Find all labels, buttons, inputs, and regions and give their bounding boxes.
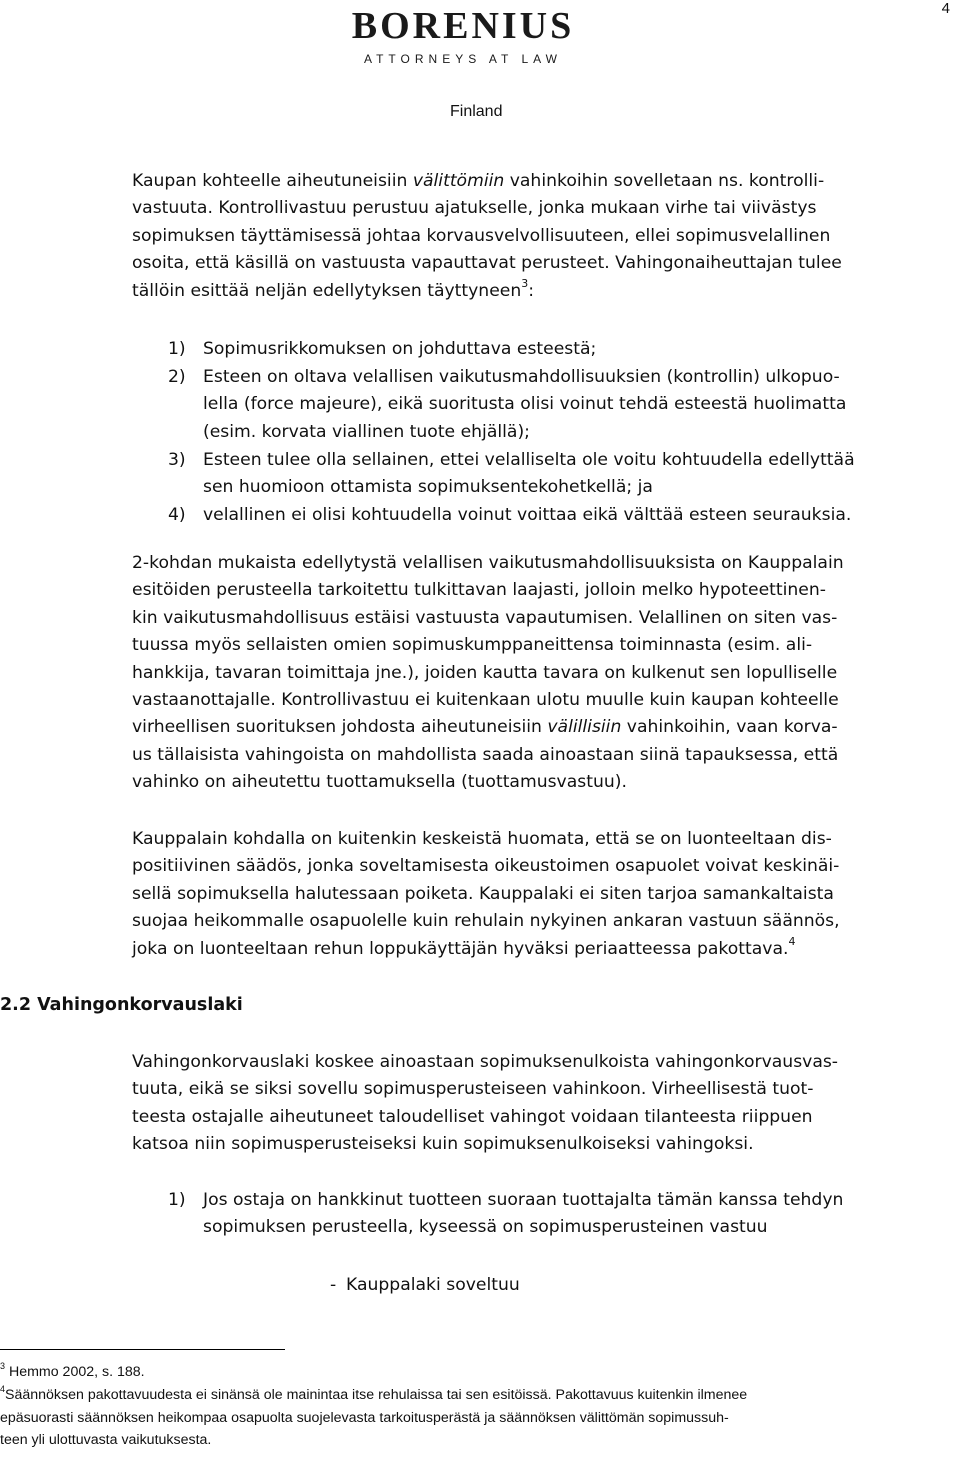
paragraph-2: 2-kohdan mukaista edellytystä velallisen vaikutusmahdollisuuksista on Kauppalain esitöiden perusteella tarkoitettu tulkittavan laajasti, jolloin melko hypoteettinen- kin vaikutusmahdollisuus estäisi vastuusta vapautumisen. Velallinen on siten vas- tuussa myös sellaisten omien sopimuskumppaneittensa toiminnasta (esim. ali- hankkija, tavaran toimittaja jne.), joiden kautta tavara on kulkenut sen lopulliselle vastaanottajalle. Kontrollivastuu ei kuitenkaan ulotu muulle kuin kaupan kohteelle virheellisen suorituksen johdosta aiheutuneisiin välillisiin vahinkoihin, vaan korva- us tällaisista vahingoista on mahdollista saada ainoastaan siinä tapauksessa, että vahinko on aiheutettu tuottamuksella (tuottamusvastuu). xyxy=(132,553,844,793)
country-label: Finland xyxy=(450,103,503,120)
list-item: 1) Jos ostaja on hankkinut tuotteen suoraan tuottajalta tämän kanssa tehdyn sopimuksen perusteella, kyseessä on sopimusperusteinen vastuu xyxy=(168,1190,844,1238)
logo-subtitle: ATTORNEYS AT LAW xyxy=(363,52,563,66)
footnote-4: $^4$Säännöksen pakottavuudesta ei sinänsä ole mainintaa itse rehulaissa tai sen esitöissä. Pakottavuus kuitenkin ilmenee epäsuorasti säännöksen heikompaa osapuolta suojelevasta tarkoitusperästä ja säännöksen välittömän sopimussuh- teen yli ulottuvasta vaikutuksesta. xyxy=(0,1384,748,1448)
paragraph-4: Vahingonkorvauslaki koskee ainoastaan sopimuksenulkoista vahingonkorvausvas- tuuta, eikä se siksi sovellu sopimusperusteiseen vahinkoon. Virheellisestä tuot- teesta ostajalle aiheutuneet taloudelliset vahingot voidaan tilanteesta riippuen katsoa niin sopimusperusteiseksi kuin sopimuksenulkoiseksi vahingoksi. xyxy=(132,1052,839,1155)
footnote-separator xyxy=(0,1349,285,1350)
page-number: 4 xyxy=(941,0,950,17)
list-item: 2) Esteen on oltava velallisen vaikutusmahdollisuuksien (kontrollin) ulkopuo- lella (force majeure), eikä suoritusta olisi voinut tehdä esteestä huolimatta (esim. korvata viallinen tuote ehjällä); xyxy=(168,367,847,442)
footnote-ref-4[interactable]: 4 xyxy=(788,934,796,948)
dash-list-item: - Kauppalaki soveltuu xyxy=(330,1275,520,1295)
borenius-logo xyxy=(318,6,608,67)
list-item: 3) Esteen tulee olla sellainen, ettei velalliselta ole voitu kohtuudella edellyttää sen huomioon ottamista sopimuksentekohetkellä; ja xyxy=(168,450,855,498)
section-heading: 2.2 Vahingonkorvauslaki xyxy=(0,995,243,1015)
logo-name: BORENIUS xyxy=(351,5,575,47)
footnote-3: $^3$ Hemmo 2002, s. 188. xyxy=(0,1361,145,1380)
list-item: 4) velallinen ei olisi kohtuudella voinut voittaa eikä välttää esteen seurauksia. xyxy=(168,505,852,525)
paragraph-1: Kaupan kohteelle aiheutuneisiin välittömiin vahinkoihin sovelletaan ns. kontrolli- vastuuta. Kontrollivastuu perustuu ajatukselle, jonka mukaan virhe tai viivästys sopimuksen täyttämisessä johtaa korvausvelvollisuuteen, ellei sopimusvelallinen osoita, että käsillä on vastuusta vapauttavat perusteet. Vahingonaiheuttajan tulee tällöin esittää neljän edellytyksen täyttyneen$^3$: xyxy=(132,171,842,301)
paragraph-3: Kauppalain kohdalla on kuitenkin keskeistä huomata, että se on luonteeltaan dis- positiivinen säädös, jonka soveltamisesta oikeustoimen osapuolet voivat keskinäi- sellä sopimuksella halutessaan poiketa. Kauppalaki ei siten tarjoa samankaltaista suojaa heikommalle osapuolelle kuin rehulain nykyinen ankaran vastuun säännös, joka on luonteeltaan rehun loppukäyttäjän hyväksi periaatteessa pakottava.$^4$ xyxy=(132,829,840,959)
list-item: 1) Sopimusrikkomuksen on johduttava esteestä; xyxy=(168,339,597,359)
footnote-ref-3[interactable]: 3 xyxy=(521,276,529,290)
